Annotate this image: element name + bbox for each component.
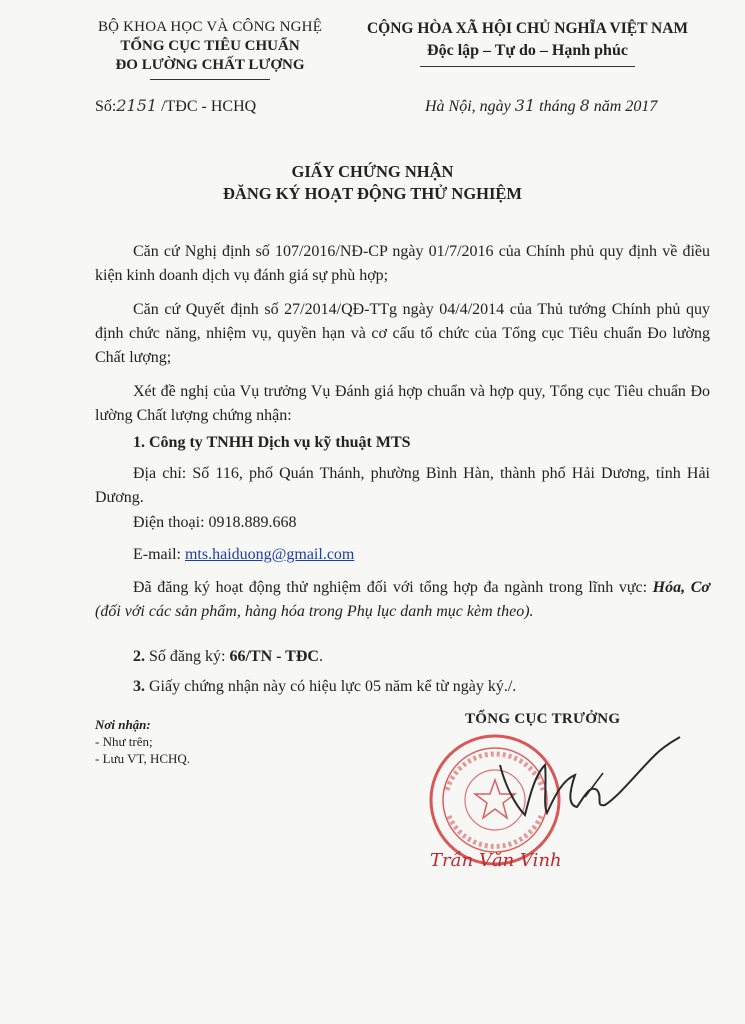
- recipient-item: - Như trên;: [95, 734, 153, 749]
- company-phone: Điện thoại: 0918.889.668: [133, 514, 297, 531]
- company-address: Địa chỉ: Số 116, phố Quán Thánh, phường Bình Hàn, thành phố Hải Dương, tỉnh Hải Dương.: [95, 465, 710, 506]
- validity-text: Giấy chứng nhận này có hiệu lực 05 năm kể từ ngày ký./.: [145, 678, 517, 695]
- registration-number-line: [133, 648, 323, 666]
- date-month-label: tháng: [539, 98, 576, 115]
- country-name: CỘNG HÒA XÃ HỘI CHỦ NGHĨA VIỆT NAM: [366, 20, 689, 37]
- national-motto: Độc lập – Tự do – Hạnh phúc: [427, 42, 628, 59]
- scope-text-start: Đã đăng ký hoạt động thử nghiệm đối với tổng hợp đa ngành trong lĩnh vực:: [133, 579, 653, 596]
- agency-name-line1: TỔNG CỤC TIÊU CHUẨN: [120, 38, 300, 54]
- paragraph-legal-basis-2: Căn cứ Quyết định số 27/2014/QĐ-TTg ngày 04/4/2014 của Thủ tướng Chính phủ quy định chức năng, nhiệm vụ, quyền hạn và cơ cấu tổ chức của Tổng cục Tiêu chuẩn Đo lường Chất lượng;: [95, 301, 710, 366]
- doc-number-suffix: /TĐC - HCHQ: [161, 98, 257, 115]
- recipients-block: [95, 716, 190, 767]
- company-name: 1. Công ty TNHH Dịch vụ kỹ thuật MTS: [133, 434, 411, 451]
- paragraph-registration-scope: [95, 576, 710, 624]
- signatory-name: Trần Văn Vinh: [430, 850, 562, 871]
- email-label: E-mail:: [133, 546, 185, 563]
- paragraph-proposal: Xét đề nghị của Vụ trưởng Vụ Đánh giá hợp chuẩn và hợp quy, Tổng cục Tiêu chuẩn Đo lường Chất lượng chứng nhận:: [95, 383, 710, 424]
- scope-text-end: (đối với các sản phẩm, hàng hóa trong Phụ lục danh mục kèm theo).: [95, 603, 534, 620]
- ministry-name: BỘ KHOA HỌC VÀ CÔNG NGHỆ: [97, 19, 323, 35]
- doc-number-handwritten: 2151: [116, 96, 158, 115]
- doc-number-prefix: Số:: [95, 98, 117, 115]
- email-link[interactable]: mts.haiduong@gmail.com: [184, 546, 355, 563]
- document-title: GIẤY CHỨNG NHẬN: [291, 162, 454, 181]
- recipient-item: - Lưu VT, HCHQ.: [95, 751, 191, 766]
- recipients-heading: Nơi nhận:: [95, 717, 151, 732]
- paragraph-legal-basis-1: Căn cứ Nghị định số 107/2016/NĐ-CP ngày 01/7/2016 của Chính phủ quy định về điều kiện kinh doanh dịch vụ đánh giá sự phù hợp;: [95, 243, 710, 284]
- handwritten-signature: [485, 735, 685, 835]
- document-subtitle: ĐĂNG KÝ HOẠT ĐỘNG THỬ NGHIỆM: [222, 184, 522, 203]
- issuer-header: [70, 18, 350, 80]
- validity-item-number: 3.: [133, 678, 145, 695]
- reg-label: Số đăng ký:: [149, 648, 230, 665]
- date-year: năm 2017: [593, 98, 658, 115]
- header-left-rule: [150, 79, 270, 80]
- date-day: 31: [514, 96, 536, 115]
- issue-date: [425, 96, 657, 116]
- reg-number: 66/TN - TĐC: [229, 648, 319, 665]
- scope-fields: Hóa, Cơ: [652, 579, 710, 596]
- reg-item-number: 2.: [133, 648, 149, 665]
- national-header: [355, 18, 700, 67]
- agency-name-line2: ĐO LƯỜNG CHẤT LƯỢNG: [115, 57, 305, 73]
- date-month: 8: [579, 96, 590, 115]
- validity-line: [133, 678, 516, 696]
- header-right-rule: [420, 66, 635, 67]
- company-email-line: [133, 546, 354, 564]
- date-prefix: Hà Nội, ngày: [425, 98, 511, 115]
- document-number: [95, 96, 256, 116]
- reg-dot: .: [318, 648, 323, 665]
- signatory-title: TỔNG CỤC TRƯỞNG: [465, 711, 621, 727]
